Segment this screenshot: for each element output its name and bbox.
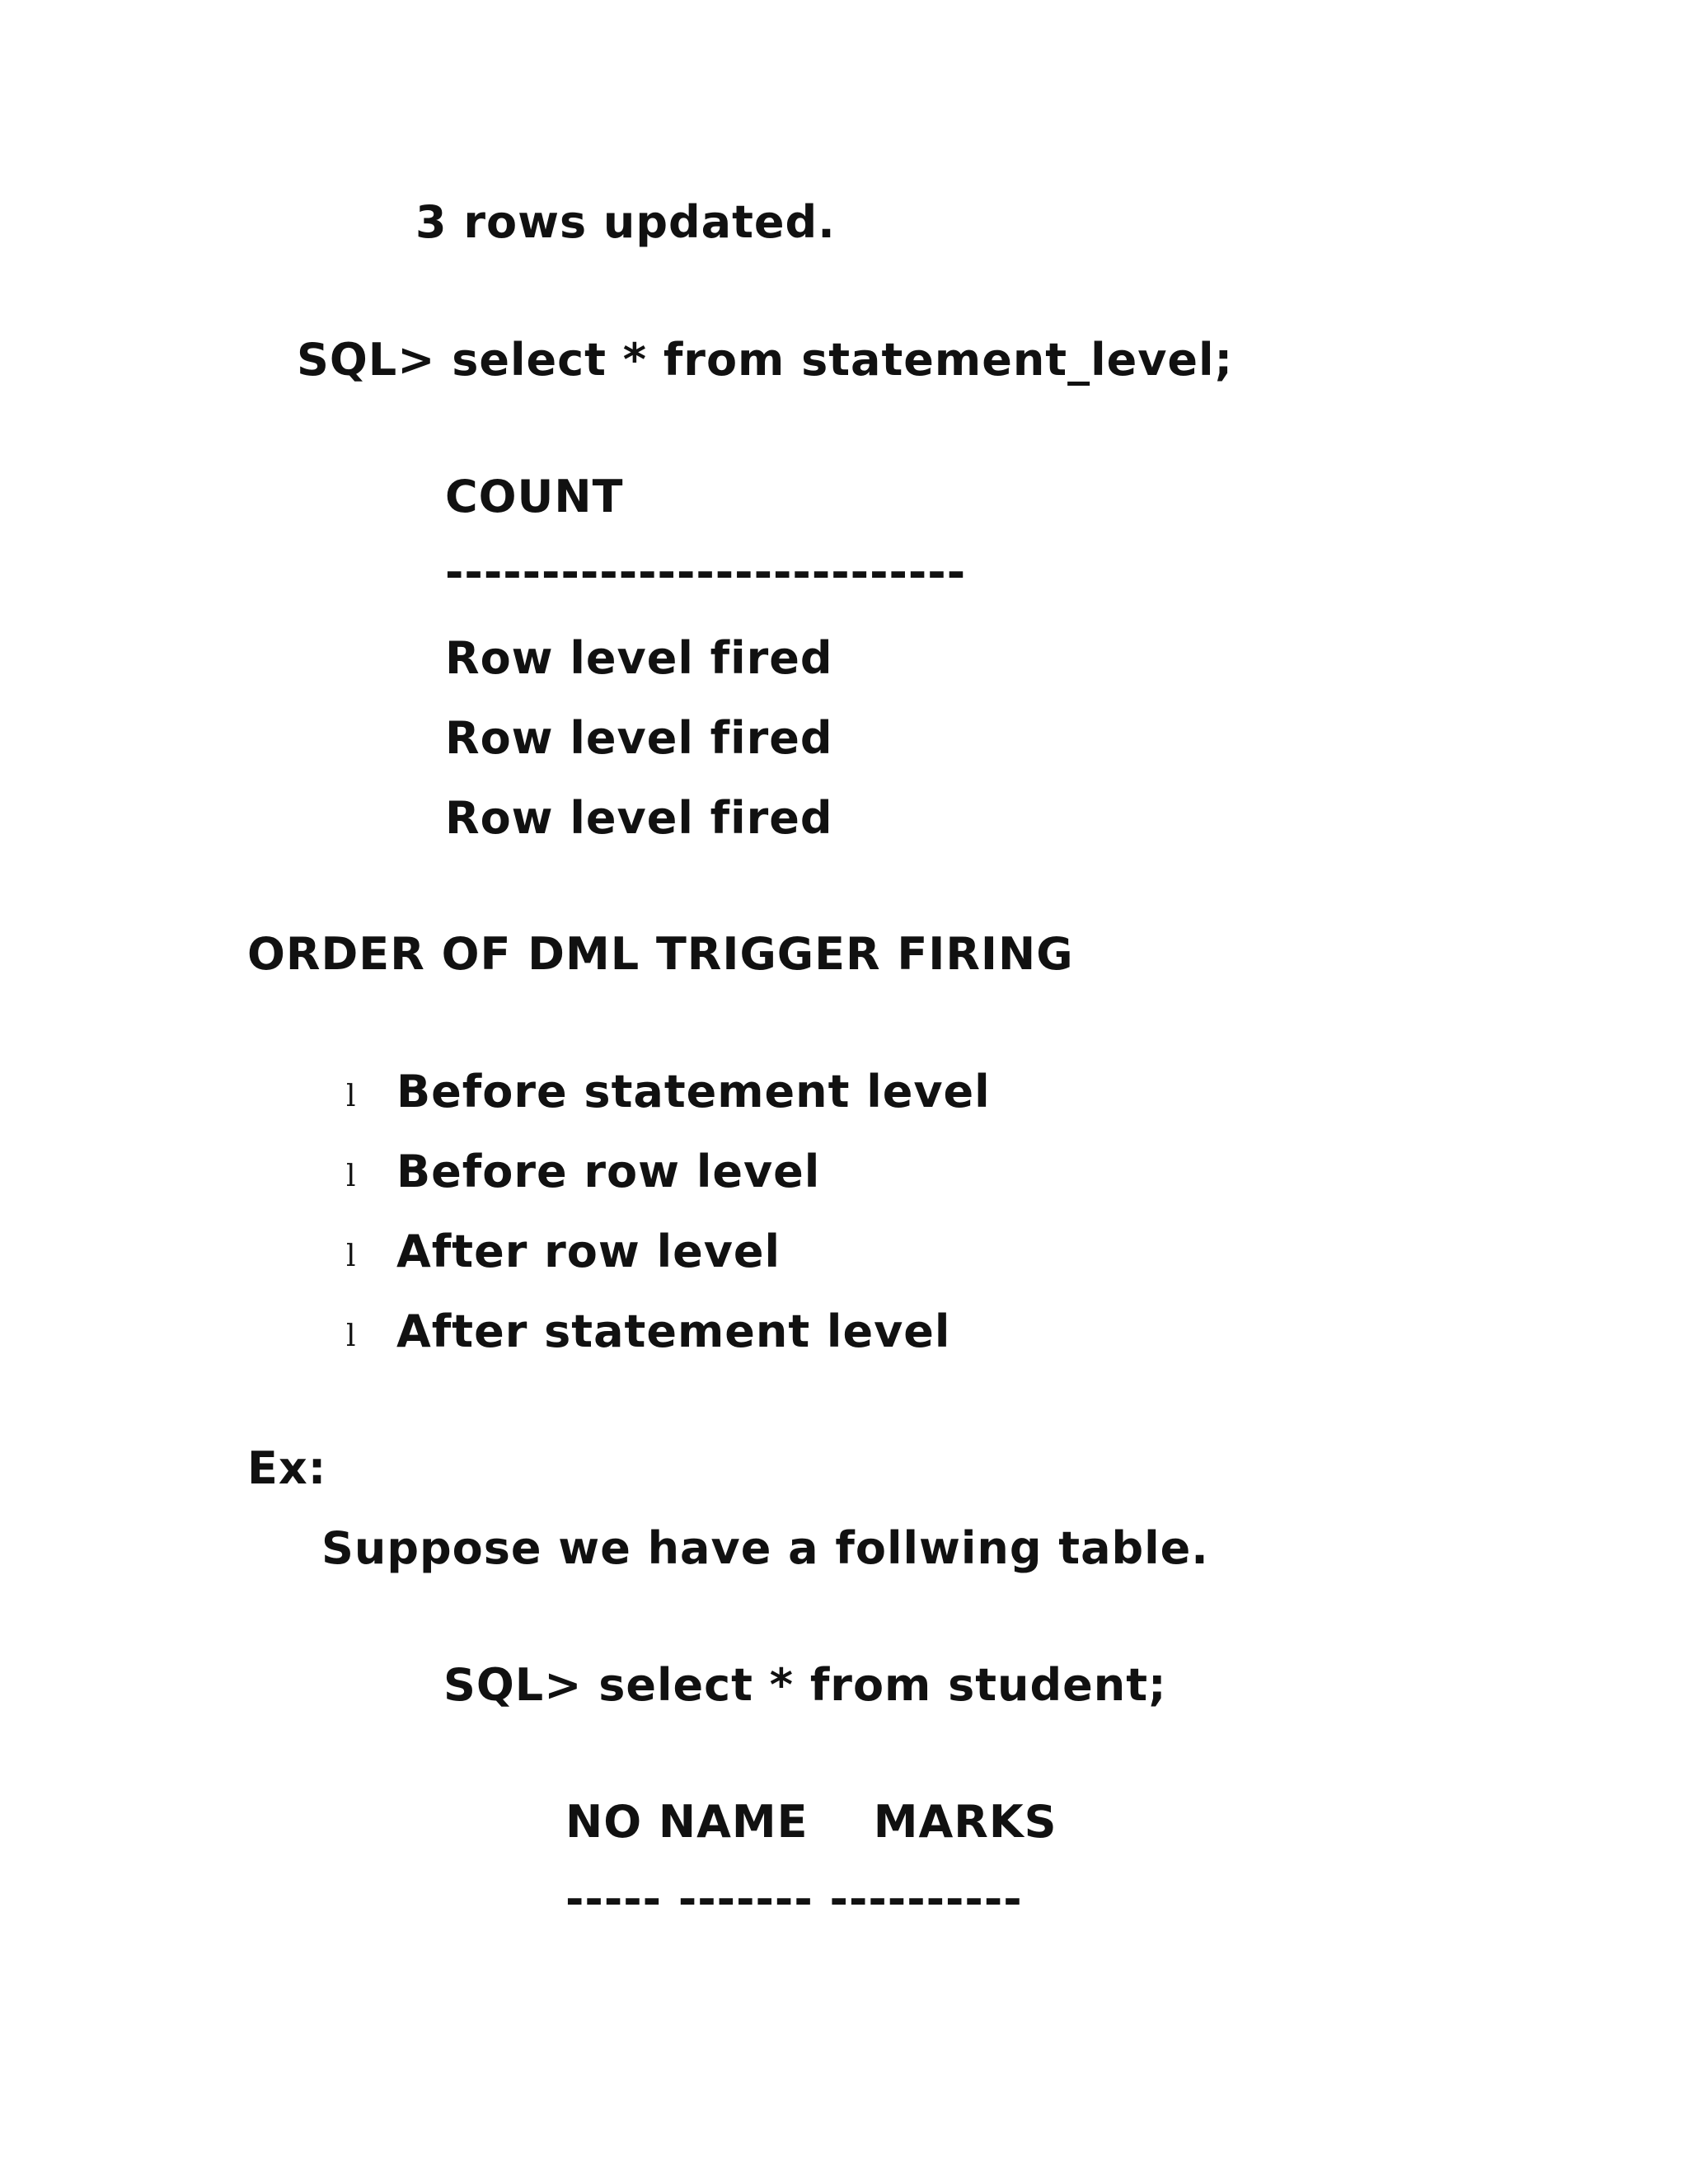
section-heading: ORDER OF DML TRIGGER FIRING [247,928,1074,980]
result1-header: COUNT [445,471,624,523]
list-item-text: Before statement level [396,1066,991,1118]
bullet-icon: l [346,1240,356,1273]
result2-separator: ----- ------- ---------- [565,1873,1023,1925]
list-item-text: Before row level [396,1146,821,1197]
result2-header: NO NAME MARKS [565,1796,1057,1848]
result1-row: Row level fired [445,792,833,844]
query-student: SQL> select * from student; [443,1659,1167,1711]
bullet-icon: l [346,1160,356,1193]
bullet-icon: l [346,1080,356,1113]
result1-separator: --------------------------- [445,546,967,598]
update-result: 3 rows updated. [415,196,836,248]
list-item-text: After row level [396,1226,781,1277]
bullet-icon: l [346,1319,356,1353]
list-item-text: After statement level [396,1305,951,1357]
example-text: Suppose we have a follwing table. [321,1522,1209,1574]
result1-row: Row level fired [445,712,833,764]
result1-row: Row level fired [445,632,833,684]
query-statement-level: SQL> select * from statement_level; [297,334,1234,386]
example-label: Ex: [247,1442,327,1494]
